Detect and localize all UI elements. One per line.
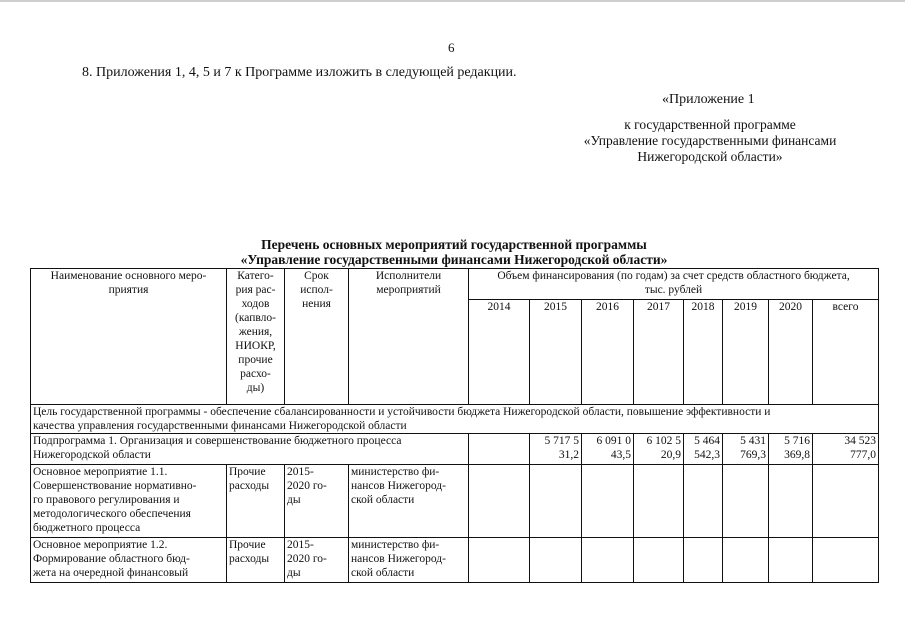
- term-text: 2015-: [287, 539, 314, 551]
- term-text: ды: [287, 567, 301, 579]
- year-2019: 2019: [723, 300, 769, 405]
- goal-text: Цель государственной программы - обеспечение сбалансированности и устойчивости бюджета Нижегородской области, повышение эффективности и: [33, 406, 771, 418]
- header-text: ды): [246, 382, 265, 394]
- measure-name: [31, 538, 227, 583]
- measure-text: го правового регулирования и: [33, 494, 180, 506]
- subprogram-value-2020: [769, 434, 813, 465]
- goal-cell: [31, 405, 879, 434]
- header-name: [31, 269, 227, 405]
- year-2015: 2015: [530, 300, 582, 405]
- empty-cell: [684, 538, 723, 583]
- empty-cell: [769, 465, 813, 538]
- header-text: приятия: [108, 284, 149, 296]
- year-2016: 2016: [582, 300, 634, 405]
- header-row: [31, 269, 879, 300]
- empty-cell: [634, 538, 684, 583]
- measure-text: методологического обеспечения: [33, 508, 191, 520]
- header-text: рия рас-: [235, 284, 276, 296]
- header-text: Исполнители: [375, 270, 442, 282]
- measure-text: Основное мероприятие 1.1.: [33, 466, 168, 478]
- year-2017: 2017: [634, 300, 684, 405]
- measure-term: [285, 465, 349, 538]
- document-title-line: Перечень основных мероприятий государственной программы: [261, 237, 647, 252]
- appendix-line: к государственной программе: [624, 117, 796, 132]
- year-2014: 2014: [469, 300, 530, 405]
- subprogram-row: [31, 434, 879, 465]
- goal-row: [31, 405, 879, 434]
- measure-category: [227, 465, 285, 538]
- executor-text: ской области: [351, 494, 415, 506]
- header-text: Объем финансирования (по годам) за счет средств областного бюджета,: [497, 270, 850, 282]
- executor-text: министерство фи-: [351, 539, 440, 551]
- executor-text: нансов Нижегород-: [351, 480, 446, 492]
- year-2018: 2018: [684, 300, 723, 405]
- empty-cell: [684, 465, 723, 538]
- document-title-line: «Управление государственными финансами Нижегородской области»: [240, 252, 668, 267]
- value-part: 6 091 0: [596, 435, 631, 447]
- term-text: 2015-: [287, 466, 314, 478]
- executor-text: ской области: [351, 567, 415, 579]
- measure-name: [31, 465, 227, 538]
- value-part: 5 716: [784, 435, 810, 447]
- measure-text: жета на очередной финансовый: [33, 567, 189, 579]
- empty-cell: [582, 465, 634, 538]
- value-part: 20,9: [660, 449, 681, 461]
- category-text: Прочие: [229, 539, 266, 551]
- appendix-title: «Приложение 1: [662, 92, 755, 107]
- value-part: 6 102 5: [646, 435, 681, 447]
- header-executors: [349, 269, 469, 405]
- category-text: расходы: [229, 480, 270, 492]
- value-part: 5 431: [740, 435, 766, 447]
- goal-text: качества управления государственными финансами Нижегородской области: [33, 420, 407, 432]
- header-text: Срок: [304, 270, 329, 282]
- header-text: (капвло-: [235, 312, 276, 324]
- header-category: [227, 269, 285, 405]
- term-text: 2020 го-: [287, 553, 327, 565]
- subprogram-value-2014: [469, 434, 530, 465]
- table-row: [31, 538, 879, 583]
- executor-text: нансов Нижегород-: [351, 553, 446, 565]
- value-part: 5 717 5: [544, 435, 579, 447]
- table-row: [31, 465, 879, 538]
- empty-cell: [469, 538, 530, 583]
- measure-text: Формирование областного бюд-: [33, 553, 190, 565]
- executor-text: министерство фи-: [351, 466, 440, 478]
- header-term: [285, 269, 349, 405]
- subprogram-value-2016: [582, 434, 634, 465]
- subprogram-name: [31, 434, 469, 465]
- measure-term: [285, 538, 349, 583]
- empty-cell: [813, 465, 879, 538]
- category-text: расходы: [229, 553, 270, 565]
- appendix-line: Нижегородской области»: [637, 149, 783, 164]
- subprogram-value-total: [813, 434, 879, 465]
- measure-category: [227, 538, 285, 583]
- header-text: ходов: [241, 298, 270, 310]
- empty-cell: [769, 538, 813, 583]
- value-part: 43,5: [610, 449, 631, 461]
- measure-text: Основное мероприятие 1.2.: [33, 539, 168, 551]
- page-number: 6: [448, 40, 455, 55]
- subprogram-value-2018: [684, 434, 723, 465]
- subprogram-text: Подпрограмма 1. Организация и совершенствование бюджетного процесса: [33, 435, 402, 447]
- top-scan-line: [0, 0, 905, 2]
- header-text: нения: [302, 298, 331, 310]
- subprogram-value-2019: [723, 434, 769, 465]
- header-text: НИОКР,: [235, 340, 276, 352]
- value-part: 31,2: [558, 449, 579, 461]
- document-title: [30, 237, 878, 267]
- term-text: 2020 го-: [287, 480, 327, 492]
- empty-cell: [530, 465, 582, 538]
- value-part: 769,3: [740, 449, 766, 461]
- value-part: 5 464: [694, 435, 720, 447]
- value-part: 369,8: [784, 449, 810, 461]
- measure-text: Совершенствование нормативно-: [33, 480, 197, 492]
- empty-cell: [582, 538, 634, 583]
- category-text: Прочие: [229, 466, 266, 478]
- header-text: жения,: [238, 326, 273, 338]
- year-total: всего: [813, 300, 879, 405]
- measure-executor: [349, 465, 469, 538]
- empty-cell: [469, 465, 530, 538]
- header-text: прочие: [238, 354, 273, 366]
- subprogram-text: Нижегородской области: [33, 449, 151, 461]
- value-part: 777,0: [850, 449, 877, 461]
- header-text: испол-: [300, 284, 333, 296]
- empty-cell: [813, 538, 879, 583]
- subprogram-value-2015: [530, 434, 582, 465]
- empty-cell: [530, 538, 582, 583]
- intro-text: 8. Приложения 1, 4, 5 и 7 к Программе изложить в следующей редакции.: [82, 65, 517, 80]
- header-funding: [469, 269, 879, 300]
- value-part: 34 523: [844, 435, 877, 447]
- empty-cell: [634, 465, 684, 538]
- appendix-line: «Управление государственными финансами: [583, 133, 837, 148]
- year-2020: 2020: [769, 300, 813, 405]
- measure-text: бюджетного процесса: [33, 522, 141, 534]
- header-text: Наименование основного меро-: [50, 270, 207, 282]
- value-part: 542,3: [694, 449, 720, 461]
- appendix-subtitle: [560, 117, 860, 165]
- header-text: тыс. рублей: [644, 284, 703, 296]
- empty-cell: [723, 465, 769, 538]
- measure-executor: [349, 538, 469, 583]
- header-text: Катего-: [237, 270, 274, 282]
- empty-cell: [723, 538, 769, 583]
- header-text: расхо-: [240, 368, 271, 380]
- subprogram-value-2017: [634, 434, 684, 465]
- header-text: мероприятий: [376, 284, 441, 296]
- measures-table: [30, 268, 879, 583]
- term-text: ды: [287, 494, 301, 506]
